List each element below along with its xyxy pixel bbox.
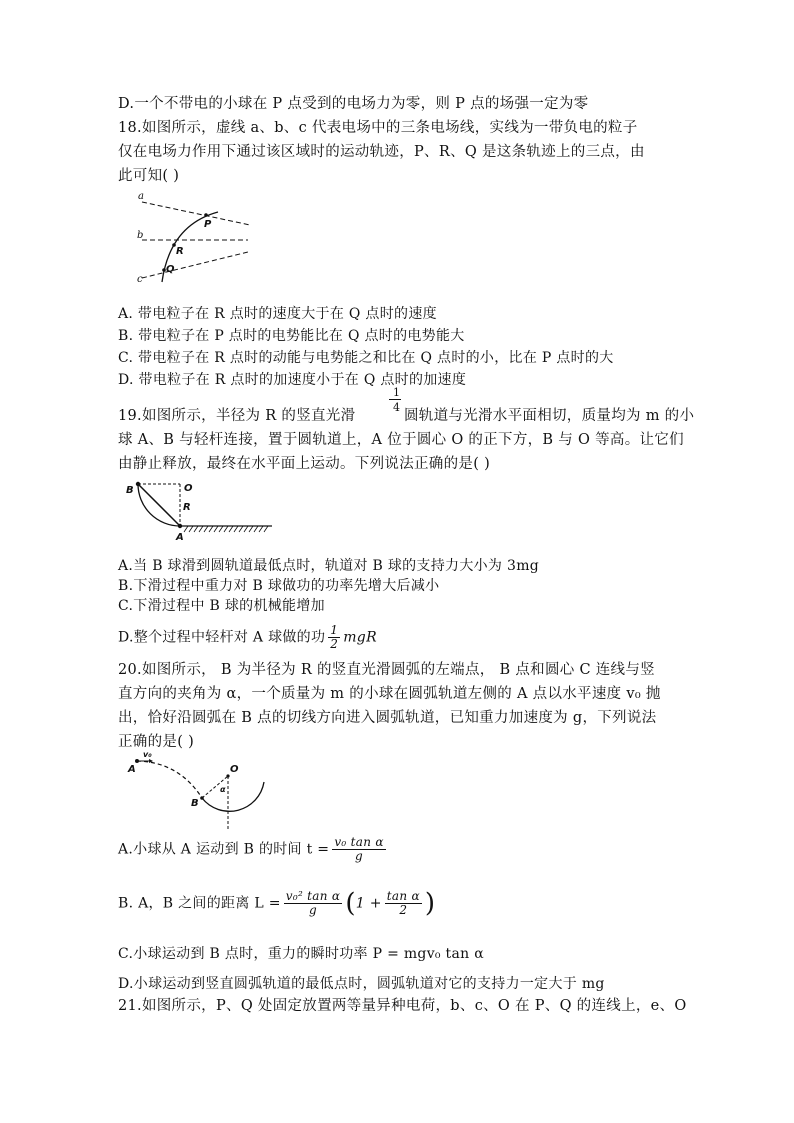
q19-stem-line1b: 圆轨道与光滑水平面相切，质量均为 m 的小 <box>404 408 695 424</box>
label-o: O <box>184 483 193 494</box>
q20-stem-line3: 出，恰好沿圆弧在 B 点的切线方向进入圆弧轨道，已知重力加速度为 g，下列说法 <box>118 710 657 726</box>
label-b: B <box>126 485 134 496</box>
label-alpha: α <box>220 785 226 794</box>
q21-stem-line1: 21.如图所示，P、Q 处固定放置两等量异种电荷，b、c、O 在 P、Q 的连线上，e、O <box>118 998 687 1014</box>
label-a: a <box>138 191 144 202</box>
q20-option-b-fraction: $\frac{\text{v₀² tan α}}{g}$ <box>285 889 341 917</box>
q19-option-c: C.下滑过程中 B 球的机械能增加 <box>118 598 325 614</box>
q19-quarter-denominator: 4 <box>393 401 400 414</box>
q19-option-a: A.当 B 球滑到圆轨道最低点时，轨道对 B 球的支持力大小为 3mg <box>118 558 540 574</box>
label-p: P <box>204 219 212 230</box>
q20-option-d: D.小球运动到竖直圆弧轨道的最低点时，圆弧轨道对它的支持力一定大于 mg <box>118 976 605 992</box>
q20-option-c: C.小球运动到 B 点时，重力的瞬时功率 P = mgv₀ tan α <box>118 946 484 962</box>
label-r: R <box>176 246 184 257</box>
label-c: c <box>137 274 143 285</box>
q18-stem-line1: 18.如图所示，虚线 a、b、c 代表电场中的三条电场线，实线为一带负电的粒子 <box>118 120 638 136</box>
q18-stem-line2: 仅在电场力作用下通过该区域时的运动轨迹，P、R、Q 是这条轨迹上的三点，由 <box>118 144 645 160</box>
q20-option-b: B. A，B 之间的距离 L = $\frac{\text{v₀² tan α}}{g}$ (1 + $\frac{\text{tan α}}{2}$ ) <box>118 888 436 919</box>
q18-option-c: C. 带电粒子在 R 点时的动能与电势能之和比在 Q 点时的小，比在 P 点时的大 <box>118 350 614 366</box>
label-r: R <box>183 502 191 513</box>
q20-option-a-text: A.小球从 A 运动到 B 的时间 t = <box>118 841 330 858</box>
label-a: A <box>176 532 184 543</box>
q19-quarter-circle-figure <box>122 476 282 546</box>
q20-option-b-text: B. A，B 之间的距离 L = <box>118 895 281 912</box>
projectile-path <box>137 761 202 798</box>
q18-option-d: D. 带电粒子在 R 点时的加速度小于在 Q 点时的加速度 <box>118 372 467 388</box>
q19-option-d <box>118 624 377 651</box>
q19-stem-line2: 球 A、B 与轻杆连接，置于圆轨道上，A 位于圆心 O 的正下方，B 与 O 等高。让它们 <box>118 432 684 448</box>
q18-field-line-figure <box>130 190 260 290</box>
label-b: B <box>191 798 199 809</box>
label-b: b <box>137 230 144 241</box>
q19-option-d-mgr: mgR <box>343 629 377 646</box>
q19-stem-line1a: 19.如图所示，半径为 R 的竖直光滑 <box>118 408 356 424</box>
q20-projectile-arc-figure <box>124 752 274 830</box>
q19-option-d-text: D.整个过程中轻杆对 A 球做的功 <box>118 629 326 646</box>
q20-option-a-fraction: $\frac{\text{v₀ tan α}}{g}$ <box>334 835 384 863</box>
q20-stem-line2: 直方向的夹角为 α，一个质量为 m 的小球在圆弧轨道左侧的 A 点以水平速度 v₀ 抛 <box>118 686 661 702</box>
label-a: A <box>128 764 136 775</box>
q18-option-b: B. 带电粒子在 P 点时的电势能比在 Q 点时的电势能大 <box>118 328 465 344</box>
light-rod <box>138 484 180 526</box>
label-q: Q <box>166 264 175 275</box>
q20-option-a <box>118 836 389 863</box>
circular-arc-track <box>202 782 264 811</box>
field-line-c <box>142 252 248 278</box>
q19-option-d-fraction: $\frac{1}{2}$ <box>330 623 339 651</box>
q19-option-b: B.下滑过程中重力对 B 球做功的功率先增大后减小 <box>118 578 440 594</box>
q19-fraction-bar <box>389 399 401 400</box>
q19-stem-line3: 由静止释放，最终在水平面上运动。下列说法正确的是( ) <box>118 456 491 472</box>
label-o: O <box>230 764 239 775</box>
q20-stem-line4: 正确的是( ) <box>118 734 195 750</box>
q20-stem-line1: 20.如图所示， B 为半径为 R 的竖直光滑圆弧的左端点， B 点和圆心 C 连线与竖 <box>118 662 655 678</box>
q18-option-a: A. 带电粒子在 R 点时的速度大于在 Q 点时的速度 <box>118 306 437 322</box>
q17-option-d: D.一个不带电的小球在 P 点受到的电场力为零，则 P 点的场强一定为零 <box>118 96 589 112</box>
q18-stem-line3: 此可知( ) <box>118 168 180 184</box>
q19-quarter-numerator: 1 <box>393 386 400 399</box>
label-v0: v₀ <box>143 750 152 759</box>
